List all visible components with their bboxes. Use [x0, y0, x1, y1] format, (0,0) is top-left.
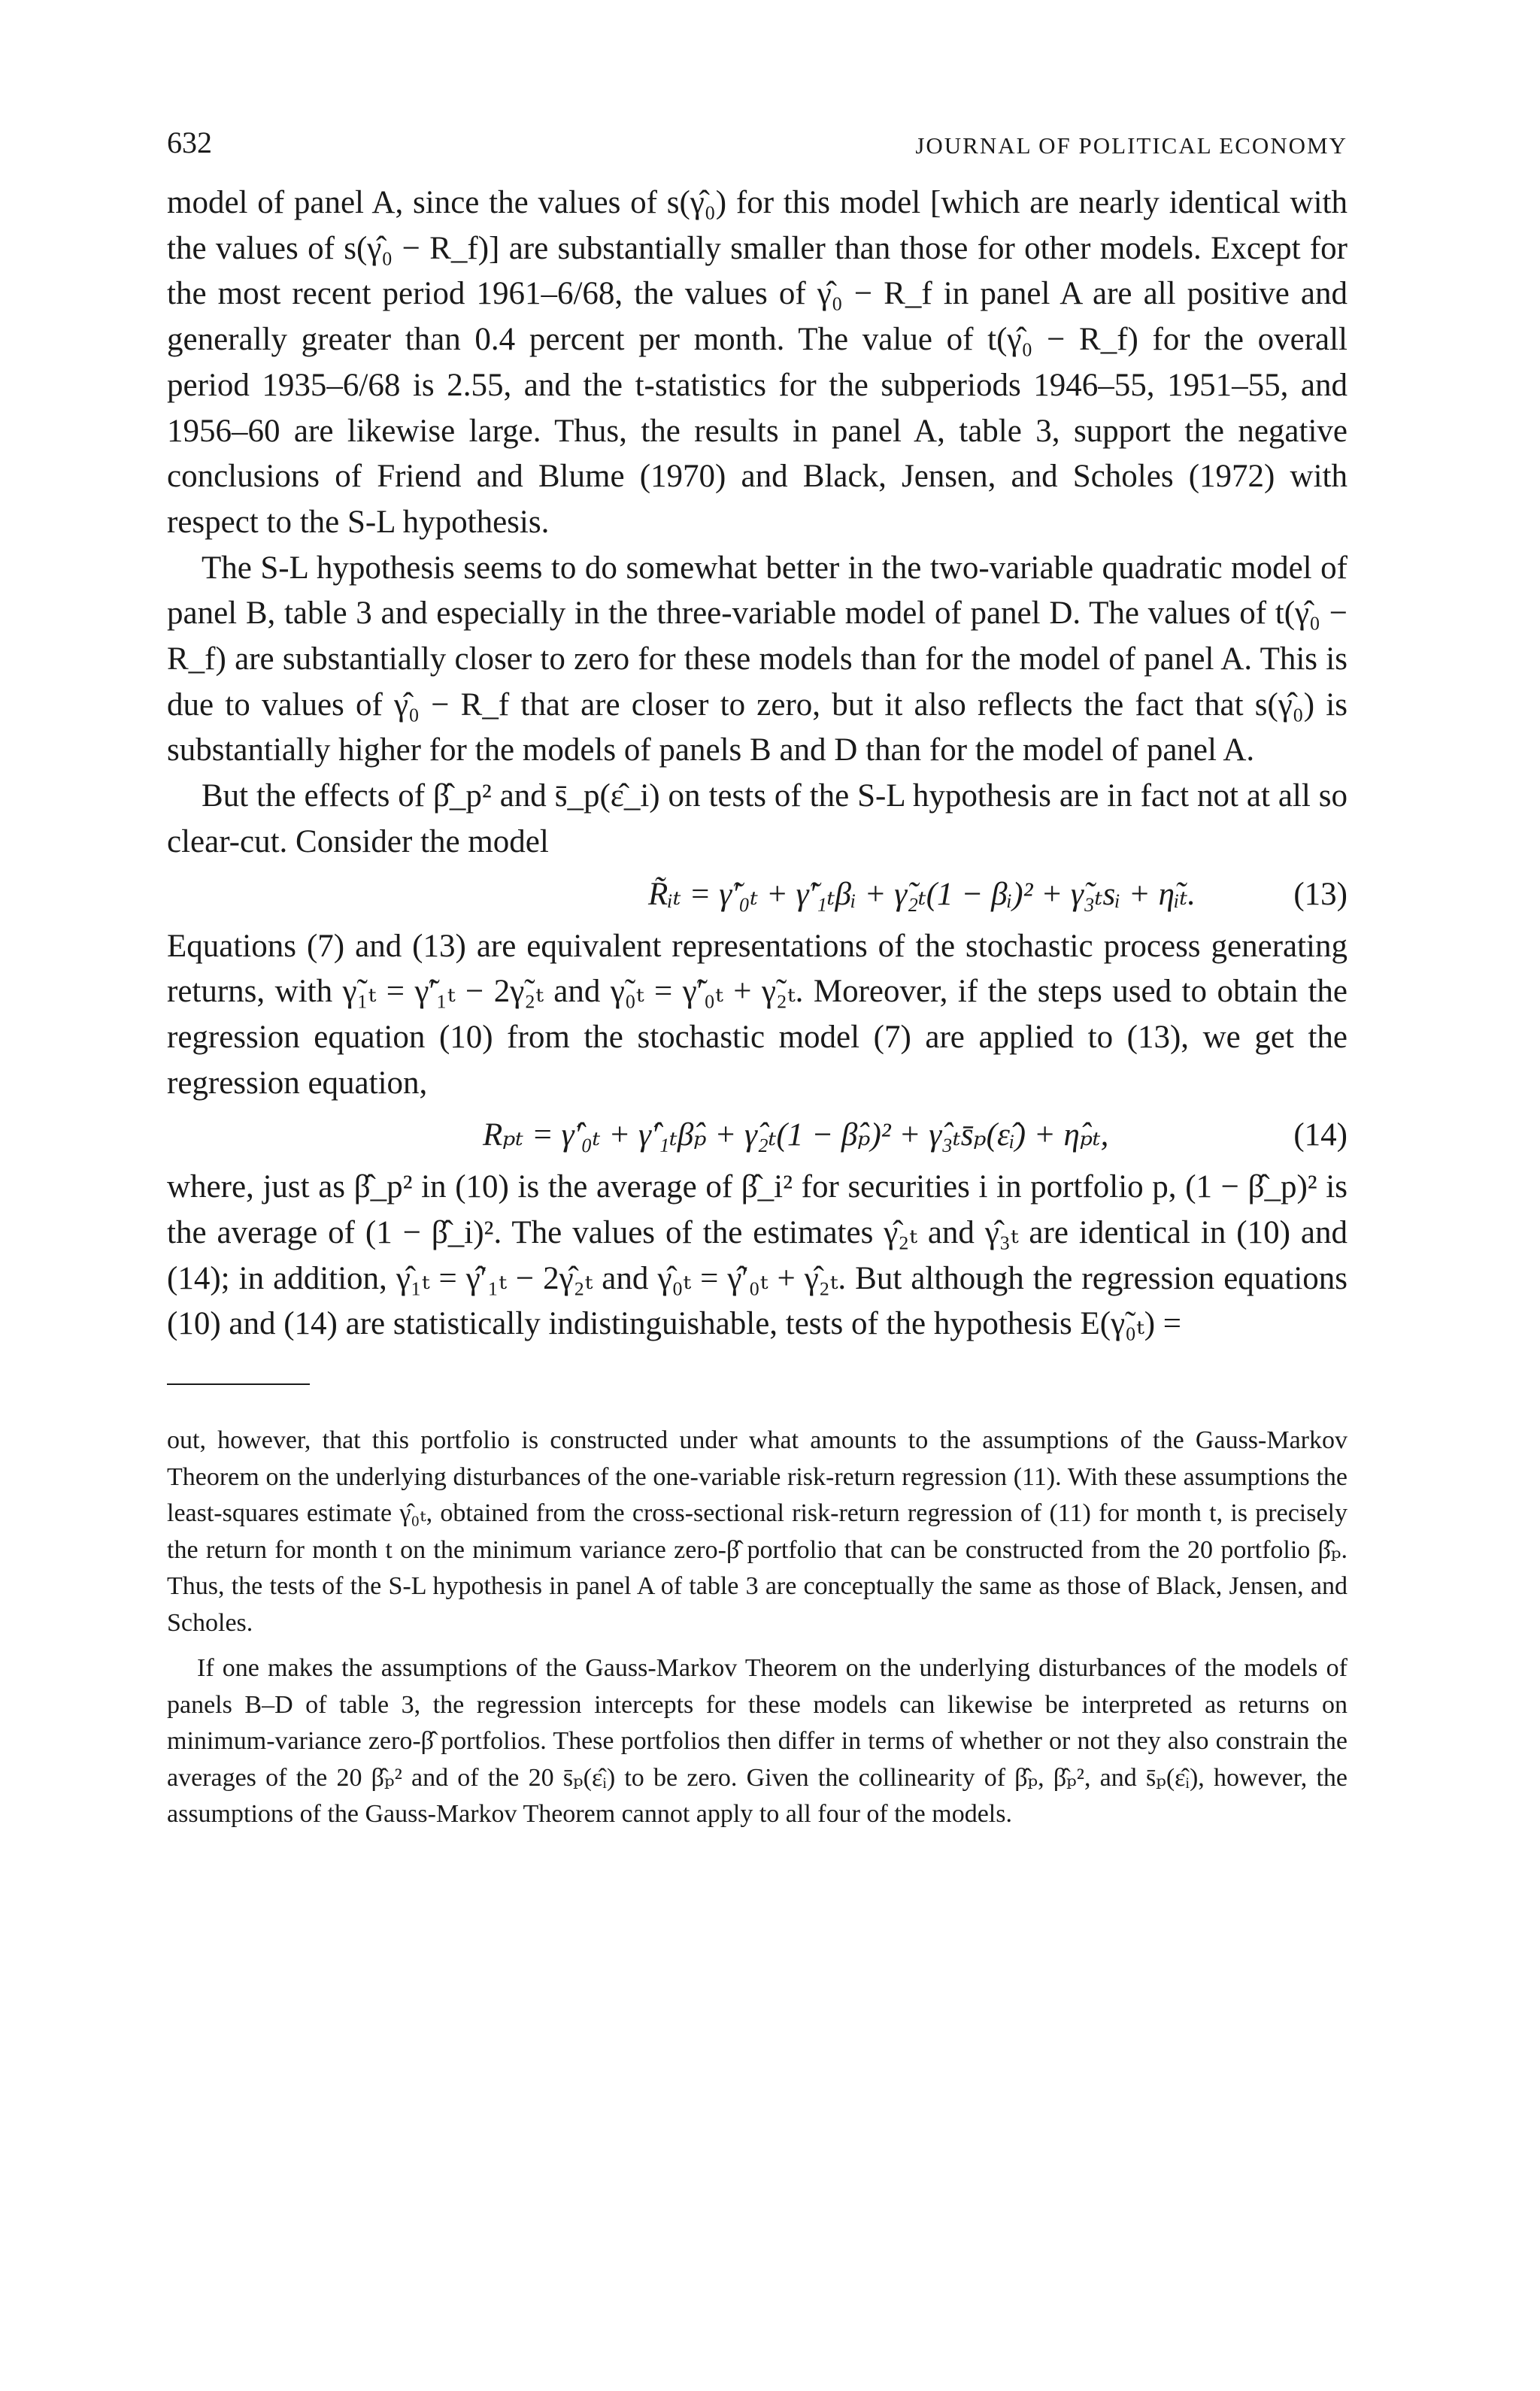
footnotes	[167, 1423, 1348, 1833]
paragraph-4: Equations (7) and (13) are equivalent representations of the stochastic process generating returns, with γ̃₁ₜ = γ̃′₁ₜ − 2γ̃₂ₜ and γ̃₀ₜ = γ̃′₀ₜ + γ̃₂ₜ. Moreover, if the steps used to obtain the regression equation (10) from the stochastic model (7) are applied to (13), we get the regression equation,	[167, 928, 1348, 1101]
equation-13	[167, 865, 1348, 924]
footnote-paragraph: If one makes the assumptions of the Gauss-Markov Theorem on the underlying disturbances of the models of panels B–D of table 3, the regression intercepts for these models can likewise be interpreted as returns on minimum-variance zero-β̂ portfolios. These portfolios then differ in terms of whether or not they also constrain the averages of the 20 β̂ₚ² and of the 20 s̄ₚ(ε̂ᵢ) to be zero. Given the collinearity of β̂ₚ, β̂ₚ², and s̄ₚ(ε̂ᵢ), however, the assumptions of the Gauss-Markov Theorem cannot apply to all four of the models.	[167, 1654, 1348, 1829]
equation-14-number: (14)	[1293, 1117, 1348, 1153]
body-text	[167, 180, 1348, 1347]
running-head: JOURNAL OF POLITICAL ECONOMY	[915, 132, 1348, 159]
footnote-rule	[167, 1383, 310, 1385]
page-number: 632	[167, 126, 212, 159]
page-header	[167, 128, 1348, 180]
equation-14	[167, 1106, 1348, 1165]
equation-13-body: R̃ᵢₜ = γ̃′₀ₜ + γ̃′₁ₜβᵢ + γ̃₂ₜ(1 − βᵢ)² + γ̃₃ₜsᵢ + η̃ᵢₜ.	[648, 876, 1196, 912]
paragraph-5: where, just as β̂_p² in (10) is the average of β̂_i² for securities i in portfolio p, (1 − β̂_p)² is the average of (1 − β̂_i)². The values of the estimates γ̂₂ₜ and γ̂₃ₜ are identical in (10) and (14); in addition, γ̂₁ₜ = γ̂′₁ₜ − 2γ̂₂ₜ and γ̂₀ₜ = γ̂′₀ₜ + γ̂₂ₜ. But although the regression equations (10) and (14) are statistically indistinguishable, tests of the hypothesis E(γ̃₀ₜ) =	[167, 1169, 1348, 1342]
equation-13-number: (13)	[1293, 876, 1348, 912]
footnote-continuation: out, however, that this portfolio is constructed under what amounts to the assumptions of the Gauss-Markov Theorem on the underlying disturbances of the one-variable risk-return regression (11). With these assumptions the least-squares estimate γ̂₀ₜ, obtained from the cross-sectional risk-return regression of (11) for month t, is precisely the return for month t on the minimum variance zero-β̂ portfolio that can be constructed from the 20 portfolio β̂ₚ. Thus, the tests of the S-L hypothesis in panel A of table 3 are conceptually the same as those of Black, Jensen, and Scholes.	[167, 1426, 1348, 1637]
paragraph-1: model of panel A, since the values of s(γ̂₀) for this model [which are nearly identical with the values of s(γ̂₀ − R_f)] are substantially smaller than those for other models. Except for the most recent period 1961–6/68, the values of γ̂₀ − R_f in panel A are all positive and generally greater than 0.4 percent per month. The value of t(γ̂₀ − R_f) for the overall period 1935–6/68 is 2.55, and the t-statistics for the subperiods 1946–55, 1951–55, and 1956–60 are likewise large. Thus, the results in panel A, table 3, support the negative conclusions of Friend and Blume (1970) and Black, Jensen, and Scholes (1972) with respect to the S-L hypothesis.	[167, 185, 1348, 540]
journal-page	[167, 128, 1348, 1833]
paragraph-3: But the effects of β̂_p² and s̄_p(ε̂_i) on tests of the S-L hypothesis are in fact not at all so clear-cut. Consider the model	[167, 778, 1348, 859]
paragraph-2: The S-L hypothesis seems to do somewhat better in the two-variable quadratic model of panel B, table 3 and especially in the three-variable model of panel D. The values of t(γ̂₀ − R_f) are substantially closer to zero for these models than for the model of panel A. This is due to values of γ̂₀ − R_f that are closer to zero, but it also reflects the fact that s(γ̂₀) is substantially higher for the models of panels B and D than for the model of panel A.	[167, 550, 1348, 768]
equation-14-body: Rₚₜ = γ̂′₀ₜ + γ̂′₁ₜβ̂ₚ + γ̂₂ₜ(1 − β̂ₚ)² + γ̂₃ₜs̄ₚ(ε̂ᵢ) + η̂ₚₜ,	[483, 1117, 1109, 1153]
